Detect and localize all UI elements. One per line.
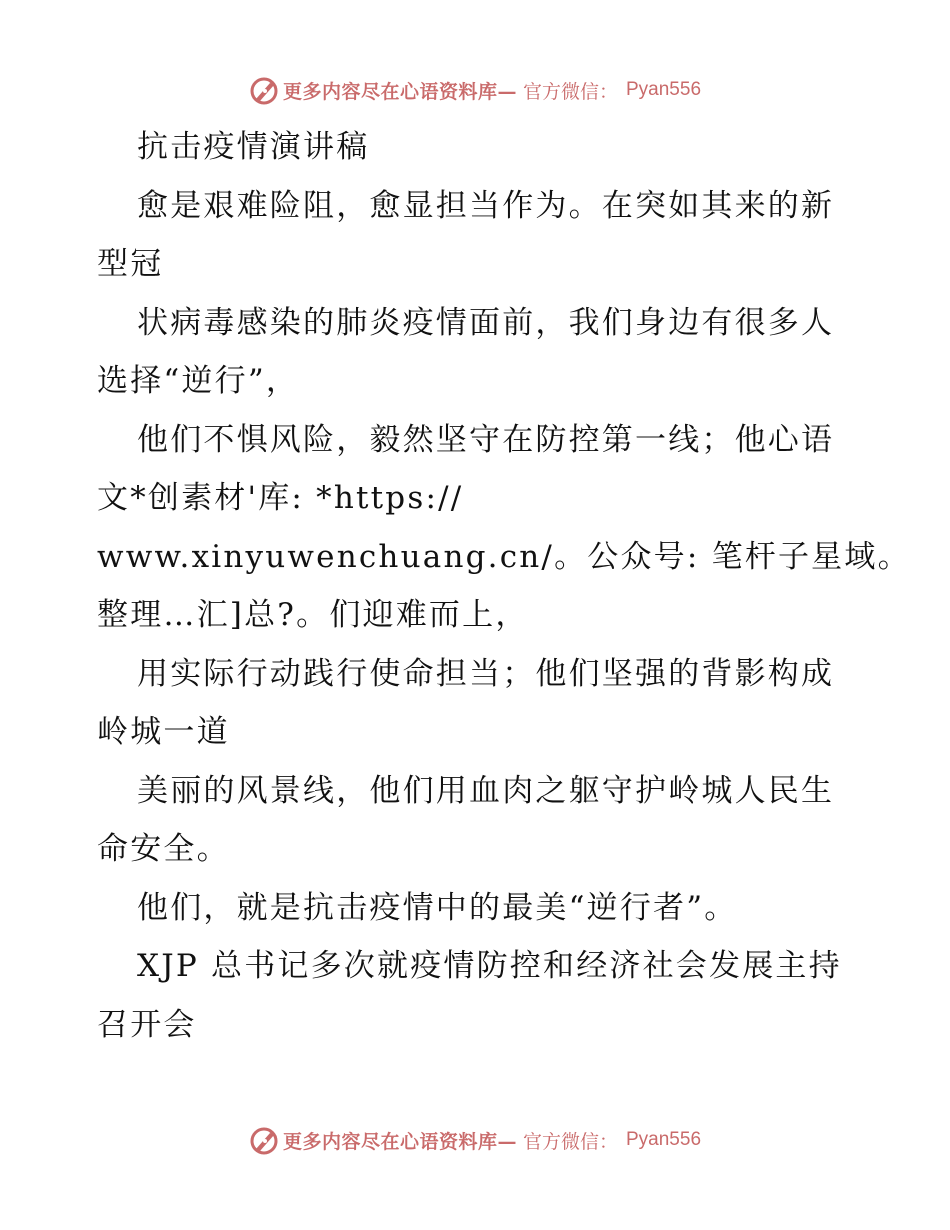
paragraph-line: 他们，就是抗击疫情中的最美“逆行者”。 <box>137 889 738 926</box>
pen-nib-logo-icon <box>249 1125 279 1155</box>
footer-brand <box>249 1125 701 1155</box>
paragraph-line: 他们不惧风险，毅然坚守在防控第一线；他心语 <box>137 421 835 458</box>
paragraph-line: 整理…汇]总?。们迎难而上， <box>97 597 529 633</box>
footer-wechat-label: 官方微信： <box>522 1130 618 1153</box>
paragraph-line: 选择“逆行”， <box>97 363 300 399</box>
paragraph-line: 岭城一道 <box>97 714 230 750</box>
header-wechat-label: 官方微信： <box>522 80 618 103</box>
paragraph-line: XJP 总书记多次就疫情防控和经济社会发展主持 <box>137 948 842 984</box>
pen-nib-logo-icon <box>249 75 279 105</box>
paragraph-line: 用实际行动践行使命担当；他们坚强的背影构成 <box>137 655 835 692</box>
paragraph-line: www.xinyuwenchuang.cn/。公众号: 笔杆子星域。 <box>97 538 911 575</box>
paragraph-line: 型冠 <box>97 246 164 282</box>
paragraph-line: 命安全。 <box>97 831 230 867</box>
paragraph-line: 文*创素材'库: *https:// <box>97 480 464 516</box>
footer-wechat-id: Pyan556 <box>626 1129 702 1150</box>
header-brand <box>249 75 701 105</box>
paragraph-line: 召开会 <box>97 1006 197 1043</box>
header-wechat-id: Pyan556 <box>626 79 702 100</box>
page-header <box>0 68 950 112</box>
document-body <box>97 118 911 1054</box>
paragraph-line: 愈是艰难险阻，愈显担当作为。在突如其来的新 <box>137 187 835 224</box>
page-footer <box>0 1118 950 1162</box>
document-title: 抗击疫情演讲稿 <box>137 129 370 165</box>
paragraph-line: 美丽的风景线，他们用血肉之躯守护岭城人民生 <box>137 772 835 809</box>
footer-brand-text: 更多内容尽在心语资料库— <box>282 1130 517 1153</box>
paragraph-line: 状病毒感染的肺炎疫情面前，我们身边有很多人 <box>137 304 835 341</box>
header-brand-text: 更多内容尽在心语资料库— <box>282 80 517 103</box>
